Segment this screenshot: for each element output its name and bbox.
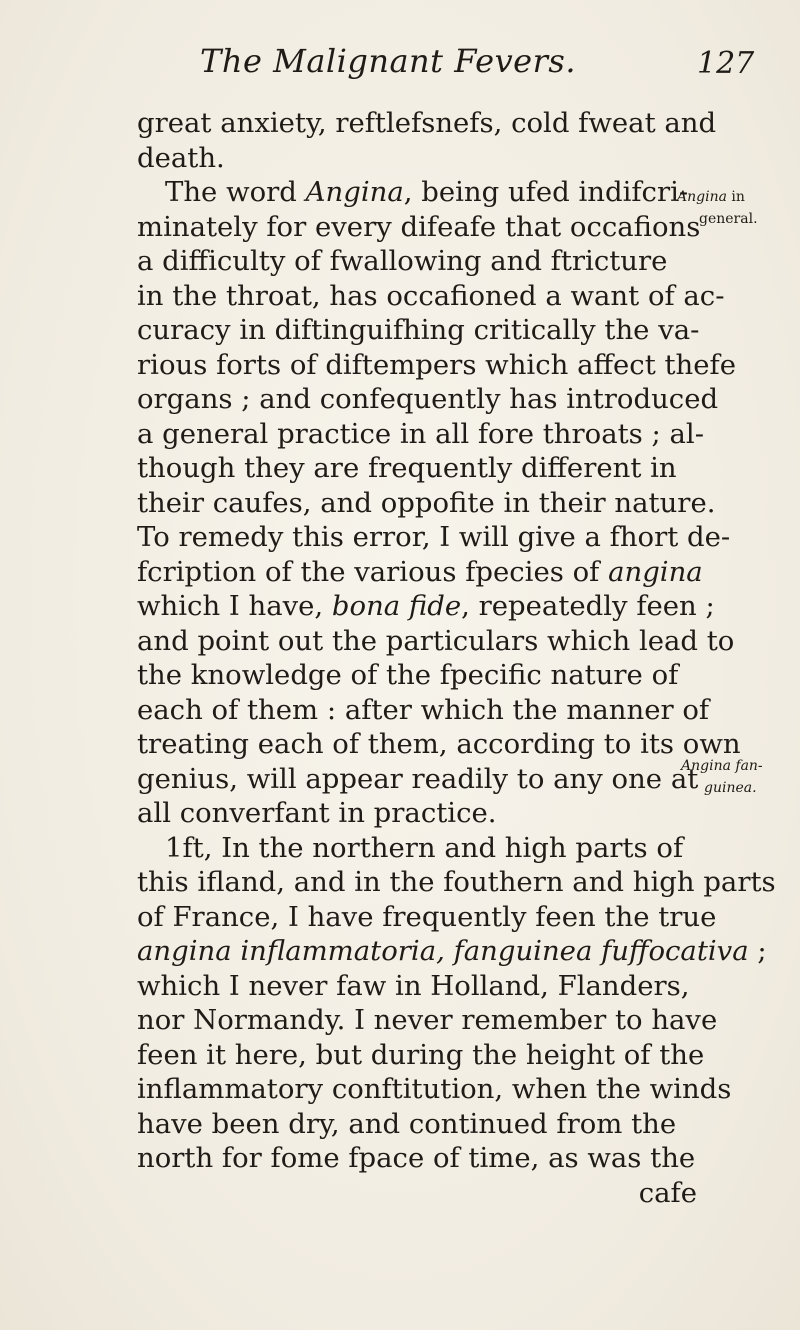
text-line: minately for every difeafe that occafions [137, 210, 701, 243]
text-line: the knowledge of the fpecific nature of [137, 659, 679, 691]
text-line: death. [137, 141, 225, 174]
text-line: which I have, bona fide, repeatedly feen ; [137, 590, 715, 622]
page-header [0, 42, 800, 92]
text-line: rious forts of diftempers which affect thefe [137, 348, 736, 381]
text-line: and point out the particulars which lead to [137, 624, 735, 657]
text-line: angina inflammatoria, fanguinea fuffocativa ; [137, 935, 767, 967]
margin-note-angina-general: Angina in [677, 189, 745, 205]
text-line: genius, will appear readily to any one at [137, 762, 699, 795]
margin-note-angina-sanguinea: Angina fan- [681, 758, 763, 774]
text-line: treating each of them, according to its own [137, 728, 741, 760]
text-line: their caufes, and oppofite in their nature. [137, 486, 716, 519]
text-line: great anxiety, reftlefsnefs, cold fweat and [137, 107, 717, 139]
text-line: though they are frequently different in [137, 452, 677, 484]
text-line: To remedy this error, I will give a fhort de- [137, 521, 731, 553]
text-line: inflammatory conftitution, when the winds [137, 1073, 732, 1105]
text-line: of France, I have frequently feen the true [137, 900, 717, 933]
text-line: curacy in diftinguifhing critically the va- [137, 314, 700, 346]
running-title: The Malignant Fevers. [200, 42, 576, 80]
text-line: nor Normandy. I never remember to have [137, 1004, 718, 1036]
text-line: fcription of the various fpecies of angina [137, 555, 703, 588]
text-line: feen it here, but during the height of the [137, 1038, 705, 1071]
text-line: this ifland, and in the fouthern and high parts [137, 866, 776, 898]
text-line: organs ; and confequently has introduced [137, 383, 719, 415]
text-line: in the throat, has occafioned a want of ac- [137, 279, 725, 312]
catchword: cafe [638, 1176, 697, 1209]
text-line: The word Angina, being ufed indifcri- [165, 176, 689, 208]
text-line: north for fome fpace of time, as was the [137, 1142, 696, 1174]
text-line: a difficulty of fwallowing and ftricture [137, 245, 668, 277]
margin-note-angina-sanguinea-2: guinea. [704, 780, 757, 796]
page-number: 127 [697, 46, 755, 81]
margin-note-angina-general-2: general. [699, 211, 758, 227]
text-line: each of them : after which the manner of [137, 693, 710, 726]
text-line: 1ft, In the northern and high parts of [165, 831, 684, 864]
text-line: a general practice in all fore throats ; al- [137, 417, 705, 450]
text-line: all converfant in practice. [137, 797, 497, 829]
text-line: have been dry, and continued from the [137, 1107, 677, 1140]
text-line: which I never faw in Holland, Flanders, [137, 969, 690, 1002]
